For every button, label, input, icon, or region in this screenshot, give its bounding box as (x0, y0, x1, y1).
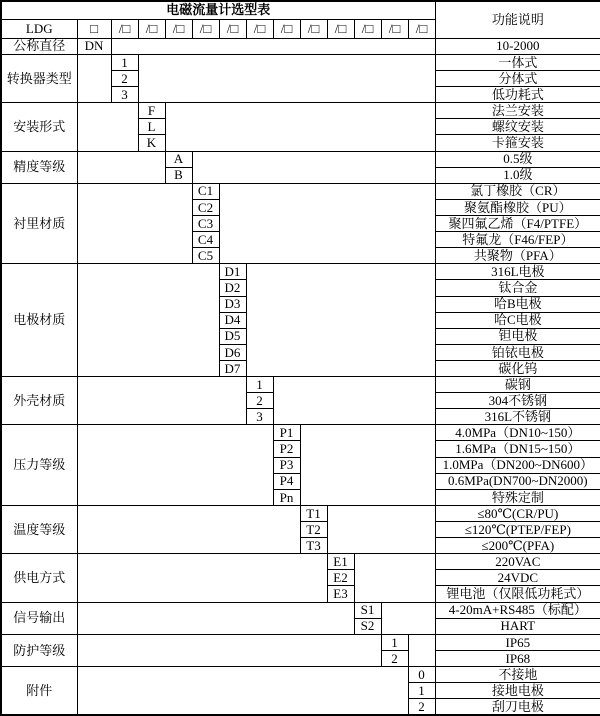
left-filler-cell (77, 151, 165, 183)
selection-code-box: /□ (138, 19, 165, 38)
option-description: 1.0MPa（DN200~DN600） (435, 457, 600, 473)
function-column-header: 功能说明 (435, 1, 600, 38)
option-code: C1 (192, 183, 219, 199)
left-filler-cell (77, 425, 273, 506)
option-code: B (165, 167, 192, 183)
selection-code-box: /□ (354, 19, 381, 38)
selection-code-box: /□ (300, 19, 327, 38)
selection-code-box: /□ (192, 19, 219, 38)
category-label: 衬里材质 (1, 183, 77, 264)
category-label: 精度等级 (1, 151, 77, 183)
option-description: 法兰安装 (435, 103, 600, 119)
option-row (1, 38, 600, 54)
right-filler-cell (246, 264, 435, 377)
option-description: 24VDC (435, 570, 600, 586)
option-code: K (138, 135, 165, 151)
left-filler-cell (77, 505, 300, 553)
title-row (1, 1, 600, 19)
option-description: 氯丁橡胶（CR） (435, 183, 600, 199)
page-title: 电磁流量计选型表 (1, 1, 435, 19)
left-filler-cell (77, 264, 219, 377)
category-label: 公称直径 (1, 38, 77, 54)
option-description: 316L电极 (435, 264, 600, 280)
option-description: IP68 (435, 650, 600, 666)
category-label: 电极材质 (1, 264, 77, 377)
left-filler-cell (77, 554, 327, 602)
category-label: 供电方式 (1, 554, 77, 602)
option-description: 特氟龙（F46/FEP） (435, 232, 600, 248)
option-code: S1 (354, 602, 381, 618)
option-description: HART (435, 618, 600, 634)
option-description: 接地电极 (435, 683, 600, 699)
option-code: DN (77, 38, 111, 54)
option-description: 钛合金 (435, 280, 600, 296)
option-code: T1 (300, 505, 327, 521)
diameter-code-box: □ (77, 19, 111, 38)
selection-code-box: /□ (246, 19, 273, 38)
option-description: 一体式 (435, 54, 600, 70)
model-prefix-label: LDG (1, 19, 77, 38)
left-filler-cell (77, 54, 111, 102)
option-code: 1 (111, 54, 138, 70)
right-filler-cell (192, 151, 435, 183)
option-code: 3 (111, 87, 138, 103)
option-description: 聚四氟乙烯（F4/PTFE） (435, 215, 600, 231)
option-code: D2 (219, 280, 246, 296)
right-filler-cell (381, 602, 435, 634)
selection-code-box: /□ (219, 19, 246, 38)
option-description: 不接地 (435, 667, 600, 683)
option-code: 2 (111, 70, 138, 86)
selection-code-box: /□ (327, 19, 354, 38)
category-label: 信号输出 (1, 602, 77, 634)
option-code: L (138, 119, 165, 135)
option-code: 3 (246, 409, 273, 425)
option-description: 碳化钨 (435, 360, 600, 376)
option-code: P2 (273, 441, 300, 457)
option-description: 分体式 (435, 70, 600, 86)
option-row (1, 667, 600, 683)
option-row (1, 264, 600, 280)
option-code: S2 (354, 618, 381, 634)
selection-code-box: /□ (165, 19, 192, 38)
option-code: E3 (327, 586, 354, 602)
option-description: 0.5级 (435, 151, 600, 167)
selection-code-box: /□ (381, 19, 408, 38)
option-row (1, 377, 600, 393)
option-row (1, 425, 600, 441)
selection-code-box: /□ (111, 19, 138, 38)
left-filler-cell (77, 634, 381, 666)
option-row (1, 54, 600, 70)
option-description: 4-20mA+RS485（标配） (435, 602, 600, 618)
right-filler-cell (408, 634, 435, 666)
right-filler-cell (327, 505, 435, 553)
option-code: D4 (219, 312, 246, 328)
option-row (1, 634, 600, 650)
right-filler-cell (111, 38, 435, 54)
left-filler-cell (77, 103, 138, 151)
category-label: 附件 (1, 667, 77, 715)
option-code: D1 (219, 264, 246, 280)
option-code: C5 (192, 248, 219, 264)
option-description: 锂电池（仅限低功耗式） (435, 586, 600, 602)
right-filler-cell (300, 425, 435, 506)
option-description: 哈B电极 (435, 296, 600, 312)
category-label: 防护等级 (1, 634, 77, 666)
right-filler-cell (138, 54, 435, 102)
option-code: C2 (192, 199, 219, 215)
left-filler-cell (77, 602, 354, 634)
option-description: 220VAC (435, 554, 600, 570)
option-description: 0.6MPa(DN700~DN2000) (435, 473, 600, 489)
option-code: P1 (273, 425, 300, 441)
right-filler-cell (354, 554, 435, 602)
option-description: 1.0级 (435, 167, 600, 183)
option-code: P3 (273, 457, 300, 473)
option-description: 共聚物（PFA） (435, 248, 600, 264)
option-code: T3 (300, 538, 327, 554)
option-description: 钽电极 (435, 328, 600, 344)
category-label: 外壳材质 (1, 377, 77, 425)
option-description: 哈C电极 (435, 312, 600, 328)
option-code: P4 (273, 473, 300, 489)
option-description: 特殊定制 (435, 489, 600, 505)
right-filler-cell (219, 183, 435, 264)
option-description: 10-2000 (435, 38, 600, 54)
option-code: C3 (192, 215, 219, 231)
option-description: ≤120℃(PTEP/FEP) (435, 522, 600, 538)
right-filler-cell (273, 377, 435, 425)
option-code: E2 (327, 570, 354, 586)
selection-code-box: /□ (273, 19, 300, 38)
category-label: 安装形式 (1, 103, 77, 151)
option-description: 卡箍安装 (435, 135, 600, 151)
option-code: 0 (408, 667, 435, 683)
option-code: E1 (327, 554, 354, 570)
option-row (1, 602, 600, 618)
option-row (1, 183, 600, 199)
category-label: 压力等级 (1, 425, 77, 506)
option-code: 2 (381, 650, 408, 666)
option-code: 1 (408, 683, 435, 699)
option-row (1, 151, 600, 167)
option-code: D3 (219, 296, 246, 312)
option-description: 铂铱电极 (435, 344, 600, 360)
option-code: F (138, 103, 165, 119)
option-description: 低功耗式 (435, 87, 600, 103)
option-code: 1 (246, 377, 273, 393)
option-code: 2 (246, 393, 273, 409)
option-code: 1 (381, 634, 408, 650)
option-description: 1.6MPa（DN15~150） (435, 441, 600, 457)
option-description: ≤80℃(CR/PU) (435, 505, 600, 521)
right-filler-cell (165, 103, 435, 151)
option-description: ≤200℃(PFA) (435, 538, 600, 554)
option-code: Pn (273, 489, 300, 505)
option-row (1, 505, 600, 521)
option-row (1, 554, 600, 570)
option-code: D5 (219, 328, 246, 344)
category-label: 温度等级 (1, 505, 77, 553)
option-description: 聚氨酯橡胶（PU） (435, 199, 600, 215)
left-filler-cell (77, 183, 192, 264)
option-code: A (165, 151, 192, 167)
option-description: 刮刀电极 (435, 699, 600, 715)
option-description: 304不锈钢 (435, 393, 600, 409)
option-code: T2 (300, 522, 327, 538)
option-code: D6 (219, 344, 246, 360)
option-description: IP65 (435, 634, 600, 650)
left-filler-cell (77, 377, 246, 425)
option-code: 2 (408, 699, 435, 715)
option-description: 4.0MPa（DN10~150） (435, 425, 600, 441)
option-description: 316L不锈钢 (435, 409, 600, 425)
option-description: 螺纹安装 (435, 119, 600, 135)
option-description: 碳钢 (435, 377, 600, 393)
category-label: 转换器类型 (1, 54, 77, 102)
selection-code-box: /□ (408, 19, 435, 38)
option-code: C4 (192, 232, 219, 248)
option-row (1, 103, 600, 119)
left-filler-cell (77, 667, 408, 715)
option-code: D7 (219, 360, 246, 376)
